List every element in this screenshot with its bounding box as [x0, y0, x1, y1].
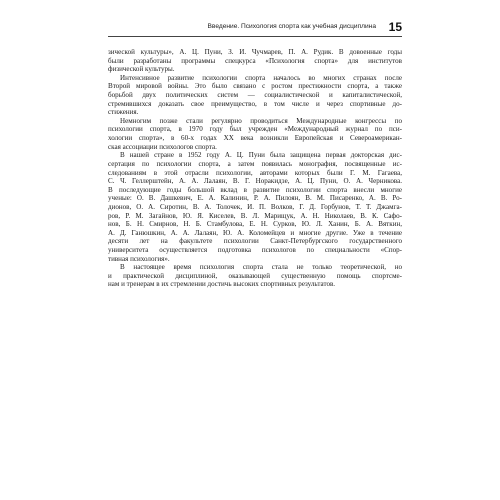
text-line: физической культуры.	[108, 65, 175, 74]
paragraph	[108, 117, 402, 151]
text-line: ров, Р. М. Загайнов, Ю. Я. Киселев, В. Л. Марищук, А. Н. Николаев, В. К. Сафо-	[108, 211, 402, 220]
text-line: психологии спорта, в 1970 году был учрежден «Международный журнал по пси-	[108, 125, 402, 134]
text-line: В настоящее время психология спорта стала не только теоретической, но	[120, 263, 402, 272]
text-line: хологии спорта», в 60-х годах XX века возникли Европейская и Североамерикан-	[108, 134, 402, 143]
text-line: стижения.	[108, 108, 139, 117]
text-line: А. Д. Ганюшкин, А. А. Лалаян, Ю. А. Коломейцев и многие другие. Уже в течение	[108, 228, 402, 237]
paragraph	[108, 151, 402, 263]
text-line: ская ассоциации психологов спорта.	[108, 142, 217, 151]
paragraph	[108, 48, 402, 74]
text-line: и практической дисциплиной, оказывающей существенную помощь спортсме-	[108, 271, 402, 280]
text-line: зической культуры», А. Ц. Пуни, З. И. Чучмарев, П. А. Рудик. В довоенные годы	[108, 48, 402, 56]
text-line: следованиям в этой отрасли психологии, авторами которых были Г. М. Гагаева,	[108, 168, 402, 177]
text-line: тивная психология».	[108, 254, 170, 263]
text-line: сертация по психологии спорта, а затем появилась монография, посвященные ис-	[108, 159, 402, 168]
paragraph	[108, 74, 402, 117]
text-line: Немногим позже стали регулярно проводиться Международные конгрессы по	[120, 116, 402, 125]
text-line: нам и тренерам в их стремлении достичь высоких спортивных результатов.	[108, 280, 336, 289]
body-text	[108, 48, 402, 289]
page-number: 15	[388, 20, 402, 34]
text-line: были разработаны программы спецкурса «Психология спорта» для институтов	[108, 56, 402, 65]
text-line: Второй мировой войны. Это было связано с ростом престижности спорта, а также	[108, 82, 402, 91]
text-line: В нашей стране в 1952 году А. Ц. Пуни была защищена первая докторская дис-	[120, 151, 402, 160]
text-line: С. Ч. Геллерштейн, А. А. Лалаян, В. Г. Норакидзе, А. Ц. Пуни, О. А. Черникова.	[108, 177, 402, 186]
text-line: Интенсивное развитие психологии спорта началось во многих странах после	[120, 73, 402, 82]
text-line: ученые: О. В. Дашкевич, Е. А. Калинин, Р. А. Пилоян, В. М. Писаренко, А. В. Ро-	[108, 194, 402, 203]
text-line: В последующие годы большой вклад в развитие психологии спорта внесли многие	[108, 185, 402, 194]
text-line: университета осуществляется подготовка психологов по специальности «Спор-	[108, 246, 402, 255]
text-line: борьбой двух политических систем — социалистической и капиталистической,	[108, 91, 402, 100]
text-line: дионов, О. А. Сиротин, В. А. Толочек, И. П. Волков, Г. Д. Горбунов, Т. Т. Джамга-	[108, 202, 402, 211]
text-line: нов, Б. Н. Смирнов, Н. Б. Стамбулова, Е. Н. Сурков, Ю. Л. Ханин, Б. А. Вяткин,	[108, 220, 402, 229]
text-line: стремившихся доказать свое преимущество, в том числе и через спортивные до-	[108, 99, 402, 108]
running-title: Введение. Психология спорта как учебная дисциплина	[207, 23, 376, 30]
paragraph	[108, 263, 402, 289]
header-rule	[108, 36, 402, 37]
text-line: десяти лет на факультете психологии Санкт-Петербургского государственного	[108, 237, 402, 246]
running-header	[108, 20, 402, 40]
